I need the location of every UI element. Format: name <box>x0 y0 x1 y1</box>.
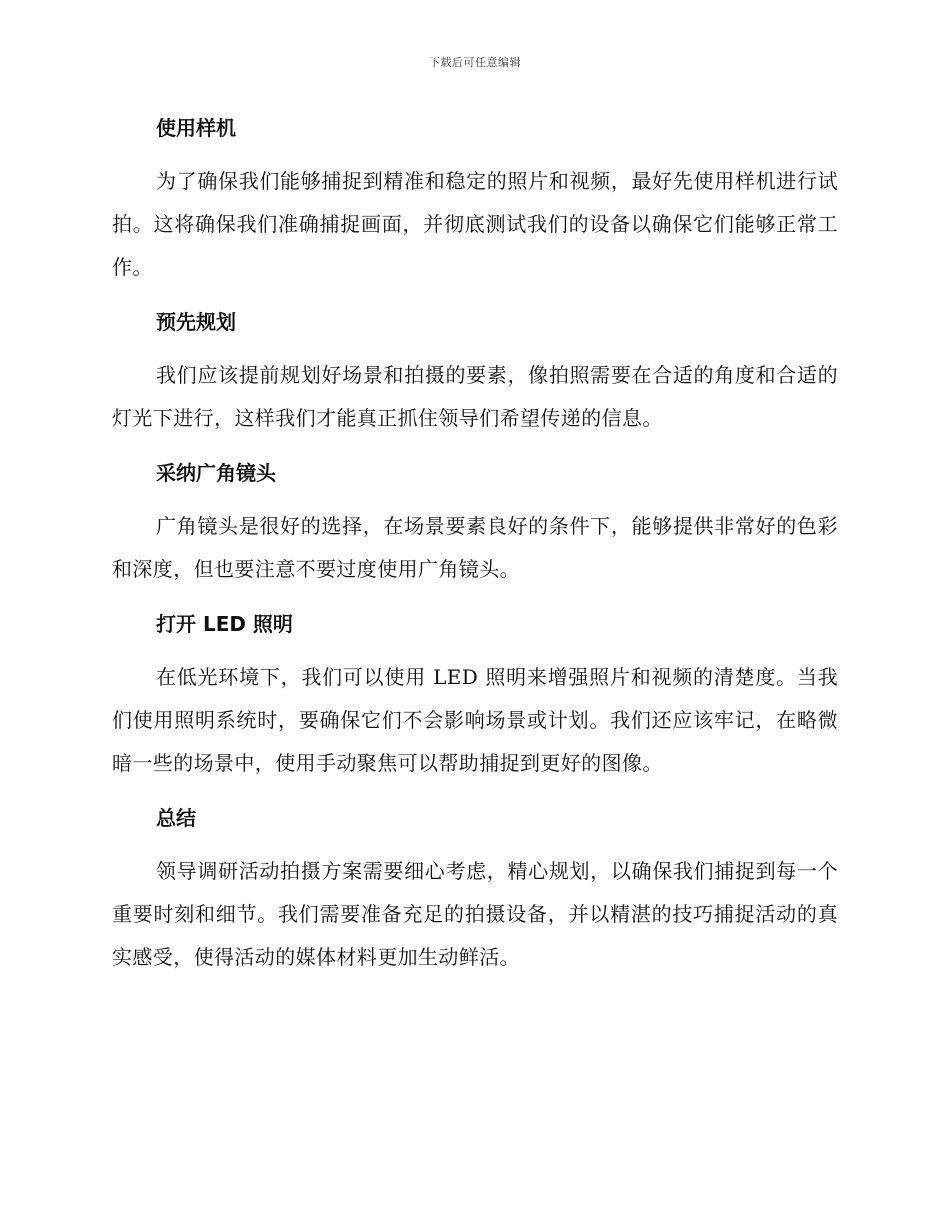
section-paragraph-led-lighting: 在低光环境下，我们可以使用 LED 照明来增强照片和视频的清楚度。当我们使用照明系统时，要确保它们不会影响场景或计划。我们还应该牢记，在略微暗一些的场景中，使用手动聚焦可以帮助捕捉到更好的图像。 <box>112 665 838 775</box>
section-paragraph-wide-angle: 广角镜头是很好的选择，在场景要素良好的条件下，能够提供非常好的色彩和深度，但也要注意不要过度使用广角镜头。 <box>112 514 838 581</box>
page-header: 下载后可任意编辑 <box>429 56 521 69</box>
section-heading-prototype: 使用样机 <box>156 116 236 140</box>
section-paragraph-summary: 领导调研活动拍摄方案需要细心考虑，精心规划，以确保我们捕捉到每一个重要时刻和细节。我们需要准备充足的拍摄设备，并以精湛的技巧捕捉活动的真实感受，使得活动的媒体材料更加生动鲜活。 <box>112 859 838 969</box>
document-body <box>112 108 838 992</box>
section-heading-led-lighting: 打开 LED 照明 <box>156 612 293 636</box>
section-heading-wide-angle: 采纳广角镜头 <box>156 461 276 485</box>
section-heading-planning: 预先规划 <box>156 310 236 334</box>
section-paragraph-prototype: 为了确保我们能够捕捉到精准和稳定的照片和视频，最好先使用样机进行试拍。这将确保我们准确捕捉画面，并彻底测试我们的设备以确保它们能够正常工作。 <box>112 169 838 279</box>
section-paragraph-planning: 我们应该提前规划好场景和拍摄的要素，像拍照需要在合适的角度和合适的灯光下进行，这样我们才能真正抓住领导们希望传递的信息。 <box>112 363 838 430</box>
section-heading-summary: 总结 <box>156 806 196 830</box>
